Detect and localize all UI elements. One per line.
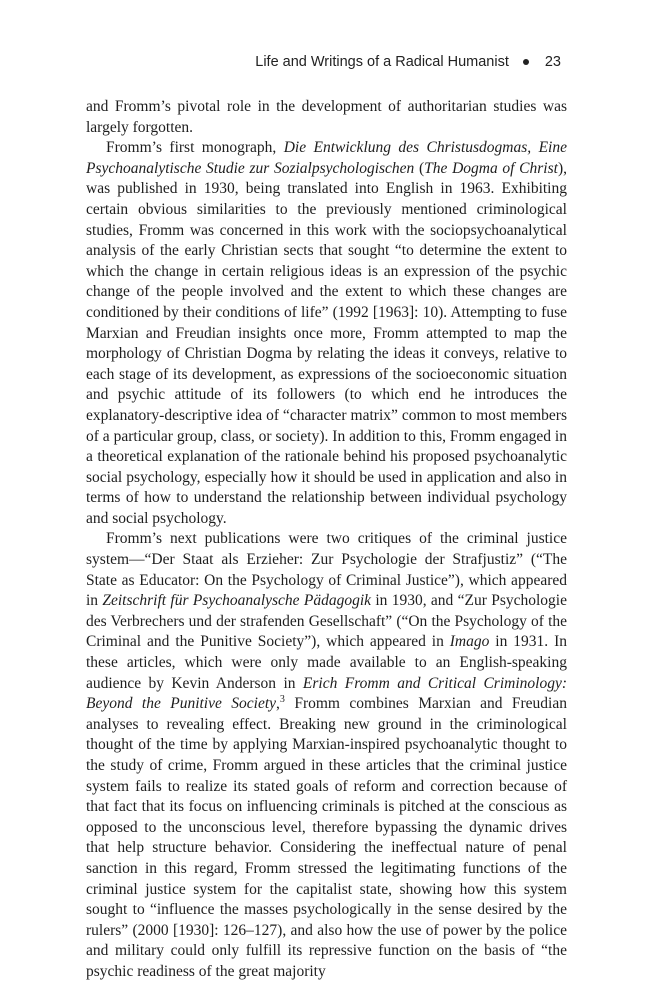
paragraph-1-text: and Fromm’s pivotal role in the development of authoritarian studies was largely forgotten. (86, 98, 567, 136)
paragraph-2 (86, 138, 567, 529)
p3-imago-title: Imago (449, 633, 490, 651)
page-number: 23 (544, 54, 561, 70)
body-text (86, 97, 567, 983)
p3-book-title: Erich Fromm and Critical Criminology: Beyond the Punitive Society (86, 674, 567, 713)
paragraph-1 (86, 97, 567, 138)
p2-text-3: ), was published in 1930, being translated into English in 1963. Exhibiting certain obvious similarities to the previously mentioned criminological studies, Fromm was concerned in this work with the sociopsychoanalytical analysis of the early Christian sects that sought “to determine the extent to which the change in certain religious ideas is an expression of the psychic change of the people involved and the extent to which these changes are conditioned by their conditions of life” (1992 [1963]: 10). Attempting to fuse Marxian and Freudian insights once more, Fromm attempted to map the morphology of Christian Dogma by relating the ideas it conveys, relative to each stage of its development, as expressions of the socioeconomic situation and psychic attitude of its followers (to which end he introduces the explanatory-descriptive idea of “character matrix” common to most members of a particular group, class, or society). In addition to this, Fromm engaged in a theoretical explanation of the rationale behind his proposed psychoanalytic social psychology, especially how it should be used in application and also in terms of how to understand the relationship between individual psychology and social psychology. (86, 159, 567, 527)
p2-title-english: The Dogma of Christ (424, 159, 558, 177)
p3-text-1: Fromm’s next publications were two critiques of the criminal justice system—“Der Staat als Erzieher: Zur Psychologie der Strafjustiz” (“The State as Educator: On the Psychology of Criminal Justice”), which appeared in (86, 530, 567, 610)
p3-text-4: , (276, 695, 280, 713)
running-title: Life and Writings of a Radical Humanist (255, 54, 509, 70)
p2-text-1: Fromm’s first monograph, (106, 139, 284, 157)
paragraph-3 (86, 529, 567, 982)
p3-text-5: Fromm combines Marxian and Freudian analyses to revealing effect. Breaking new ground in the criminological thought of the time by applying Marxian-inspired psychoanalytic thought to the study of crime, Fromm argued in these articles that the criminal justice system fails to realize its stated goals of reform and correction because of that fact that its focus on influencing criminals is pitched at the conscious as opposed to the unconscious level, therefore bypassing the dynamic drives that help structure behavior. Considering the ineffectual nature of penal sanction in this regard, Fromm stressed the legitimating functions of the criminal justice system for the capitalist state, showing how this system sought to “influence the masses psychologically in the sense desired by the rulers” (2000 [1930]: 126–127), and also how the use of power by the police and military could only fulfill its repressive function on the basis of “the psychic readiness of the great majority (86, 695, 567, 980)
p3-text-2: in 1930, and “Zur Psychologie des Verbrechers und der strafenden Gesellschaft” (“On the Psychology of the Criminal and the Punitive Society”), which appeared in (86, 592, 567, 651)
p3-journal-title: Zeitschrift für Psychoanalysche Pädagogik (102, 592, 372, 610)
p2-title-german: Die Entwicklung des Christusdogmas, Eine Psychoanalytische Studie zur Sozialpsychologischen (86, 139, 567, 177)
footnote-marker: 3 (279, 694, 285, 706)
bullet-separator (523, 59, 529, 65)
p2-text-2: ( (414, 159, 425, 177)
running-head (255, 54, 561, 70)
p3-text-3: in 1931. In these articles, which were only made available to an English-speaking audience by Kevin Anderson in (86, 633, 567, 692)
